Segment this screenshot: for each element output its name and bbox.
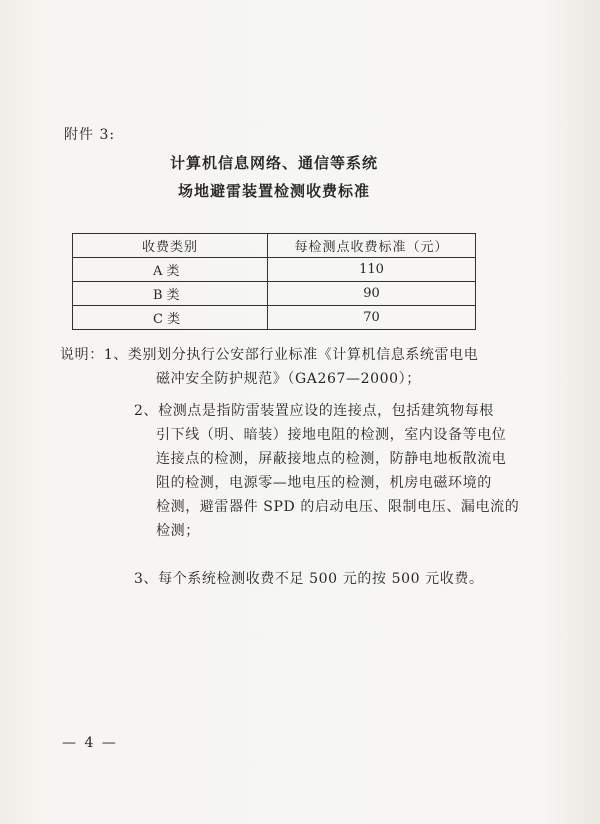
table-header-category: 收费类别 <box>73 234 268 258</box>
table-cell-fee: 90 <box>268 282 476 306</box>
table-header-row <box>73 234 476 258</box>
table-cell-category: A 类 <box>73 258 268 282</box>
note-item-1-line1: 1、类别划分执行公安部行业标准《计算机信息系统雷电电 <box>103 347 479 363</box>
note-item-2-line: 连接点的检测，屏蔽接地点的检测，防静电地板散流电 <box>156 451 507 467</box>
attachment-label: 附件 3: <box>64 127 116 143</box>
note-item-2-line: 引下线（明、暗装）接地电阻的检测，室内设备等电位 <box>156 427 507 443</box>
fee-table <box>72 233 476 330</box>
note-label: 说明： <box>60 347 104 363</box>
note-item-2-line: 检测，避雷器件 SPD 的启动电压、限制电压、漏电流的 <box>156 499 520 515</box>
table-cell-fee: 70 <box>268 306 476 330</box>
note-item-2-line1: 2、检测点是指防雷装置应设的连接点，包括建筑物每根 <box>134 403 494 419</box>
document-title-line2: 场地避雷装置检测收费标准 <box>177 182 370 200</box>
table-cell-category: B 类 <box>73 282 268 306</box>
table-header-fee: 每检测点收费标准（元） <box>268 234 476 258</box>
note-item-1-line2: 磁冲安全防护规范》（GA267—2000）； <box>156 371 421 387</box>
page-number: — 4 — <box>62 735 118 751</box>
note-item-2-body <box>156 423 519 543</box>
note-item-1 <box>60 343 478 367</box>
table-cell-category: C 类 <box>73 306 268 330</box>
note-item-2-line: 阻的检测，电源零—地电压的检测，机房电磁环境的 <box>156 475 492 491</box>
note-item-3: 3、每个系统检测收费不足 500 元的按 500 元收费。 <box>134 571 484 587</box>
document-title-line1: 计算机信息网络、通信等系统 <box>169 154 378 172</box>
table-cell-fee: 110 <box>268 258 476 282</box>
table-row <box>73 258 476 282</box>
table-row <box>73 306 476 330</box>
note-item-2-line: 检测； <box>156 523 200 539</box>
table-row <box>73 282 476 306</box>
